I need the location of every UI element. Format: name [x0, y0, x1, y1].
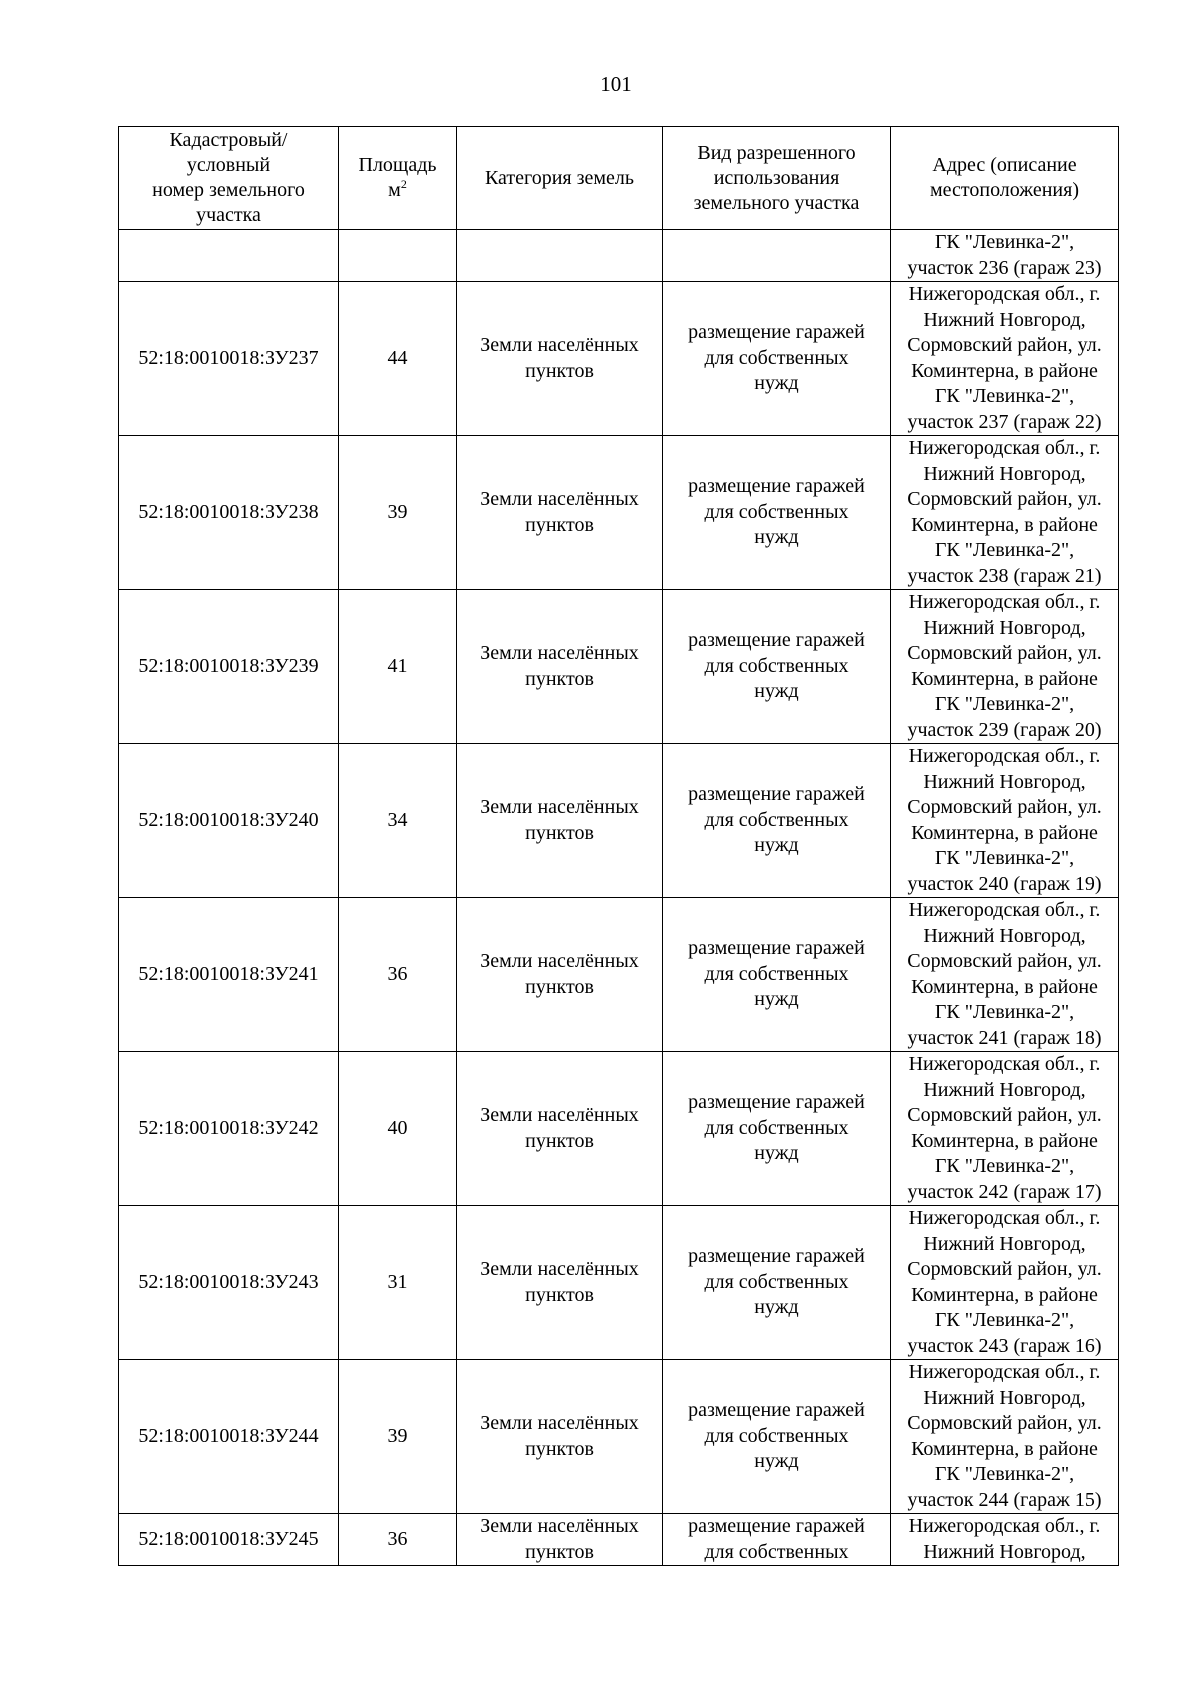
cell-category: Земли населённых пунктов	[457, 282, 663, 436]
cell-address: Нижегородская обл., г. Нижний Новгород, Сормовский район, ул. Коминтерна, в районе ГК "Левинка-2", участок 244 (гараж 15)	[891, 1360, 1119, 1514]
cell-cadastral: 52:18:0010018:ЗУ238	[119, 436, 339, 590]
cell-cadastral: 52:18:0010018:ЗУ244	[119, 1360, 339, 1514]
cell-cadastral: 52:18:0010018:ЗУ242	[119, 1052, 339, 1206]
table-row	[119, 1052, 1119, 1206]
cell-area: 44	[339, 282, 457, 436]
cell-use: размещение гаражей для собственных нужд	[663, 1360, 891, 1514]
cell-address: Нижегородская обл., г. Нижний Новгород, Сормовский район, ул. Коминтерна, в районе ГК "Левинка-2", участок 242 (гараж 17)	[891, 1052, 1119, 1206]
land-plots-table	[118, 126, 1119, 1566]
header-address: Адрес (описание местоположения)	[891, 127, 1119, 230]
cell-use: размещение гаражей для собственных нужд	[663, 1206, 891, 1360]
cell-address: Нижегородская обл., г. Нижний Новгород, Сормовский район, ул. Коминтерна, в районе ГК "Левинка-2", участок 240 (гараж 19)	[891, 744, 1119, 898]
cell-category: Земли населённых пунктов	[457, 1514, 663, 1566]
cell-address: Нижегородская обл., г. Нижний Новгород, Сормовский район, ул. Коминтерна, в районе ГК "Левинка-2", участок 239 (гараж 20)	[891, 590, 1119, 744]
cell-category: Земли населённых пунктов	[457, 1052, 663, 1206]
header-cadastral-number: Кадастровый/ условный номер земельного участка	[119, 127, 339, 230]
header-land-category: Категория земель	[457, 127, 663, 230]
cell-address: Нижегородская обл., г. Нижний Новгород,	[891, 1514, 1119, 1566]
table-row	[119, 1360, 1119, 1514]
cell-category: Земли населённых пунктов	[457, 1206, 663, 1360]
cell-cadastral: 52:18:0010018:ЗУ241	[119, 898, 339, 1052]
cell-address: Нижегородская обл., г. Нижний Новгород, Сормовский район, ул. Коминтерна, в районе ГК "Левинка-2", участок 243 (гараж 16)	[891, 1206, 1119, 1360]
cell-area: 41	[339, 590, 457, 744]
table-header-row	[119, 127, 1119, 230]
cell-category: Земли населённых пунктов	[457, 898, 663, 1052]
table-row-last	[119, 1514, 1119, 1566]
cell-cadastral: 52:18:0010018:ЗУ245	[119, 1514, 339, 1566]
cell-use: размещение гаражей для собственных нужд	[663, 436, 891, 590]
table-row-continuation	[119, 230, 1119, 282]
cell-use: размещение гаражей для собственных нужд	[663, 1052, 891, 1206]
table-row	[119, 744, 1119, 898]
cell-category: Земли населённых пунктов	[457, 436, 663, 590]
cell-address: ГК "Левинка-2", участок 236 (гараж 23)	[891, 230, 1119, 282]
cell-cadastral	[119, 230, 339, 282]
cell-use: размещение гаражей для собственных нужд	[663, 282, 891, 436]
table-row	[119, 898, 1119, 1052]
cell-use: размещение гаражей для собственных нужд	[663, 744, 891, 898]
table-row	[119, 1206, 1119, 1360]
header-area: Площадь $м^2$	[339, 127, 457, 230]
cell-cadastral: 52:18:0010018:ЗУ237	[119, 282, 339, 436]
table-row	[119, 436, 1119, 590]
header-area-superscript: 2	[400, 177, 407, 191]
header-permitted-use: Вид разрешенного использования земельного участка	[663, 127, 891, 230]
cell-area: 34	[339, 744, 457, 898]
cell-address: Нижегородская обл., г. Нижний Новгород, Сормовский район, ул. Коминтерна, в районе ГК "Левинка-2", участок 241 (гараж 18)	[891, 898, 1119, 1052]
cell-category	[457, 230, 663, 282]
cell-use: размещение гаражей для собственных	[663, 1514, 891, 1566]
cell-area: 39	[339, 436, 457, 590]
cell-area: 36	[339, 1514, 457, 1566]
cell-area: 31	[339, 1206, 457, 1360]
cell-area: 40	[339, 1052, 457, 1206]
cell-category: Земли населённых пунктов	[457, 744, 663, 898]
cell-area	[339, 230, 457, 282]
cell-cadastral: 52:18:0010018:ЗУ243	[119, 1206, 339, 1360]
cell-category: Земли населённых пунктов	[457, 1360, 663, 1514]
cell-area: 39	[339, 1360, 457, 1514]
page-number: 101	[600, 72, 632, 96]
table-row	[119, 590, 1119, 744]
cell-address: Нижегородская обл., г. Нижний Новгород, Сормовский район, ул. Коминтерна, в районе ГК "Левинка-2", участок 238 (гараж 21)	[891, 436, 1119, 590]
table-row	[119, 282, 1119, 436]
cell-area: 36	[339, 898, 457, 1052]
cell-cadastral: 52:18:0010018:ЗУ239	[119, 590, 339, 744]
cell-address: Нижегородская обл., г. Нижний Новгород, Сормовский район, ул. Коминтерна, в районе ГК "Левинка-2", участок 237 (гараж 22)	[891, 282, 1119, 436]
cell-use: размещение гаражей для собственных нужд	[663, 898, 891, 1052]
cell-category: Земли населённых пунктов	[457, 590, 663, 744]
cell-cadastral: 52:18:0010018:ЗУ240	[119, 744, 339, 898]
cell-use	[663, 230, 891, 282]
cell-use: размещение гаражей для собственных нужд	[663, 590, 891, 744]
